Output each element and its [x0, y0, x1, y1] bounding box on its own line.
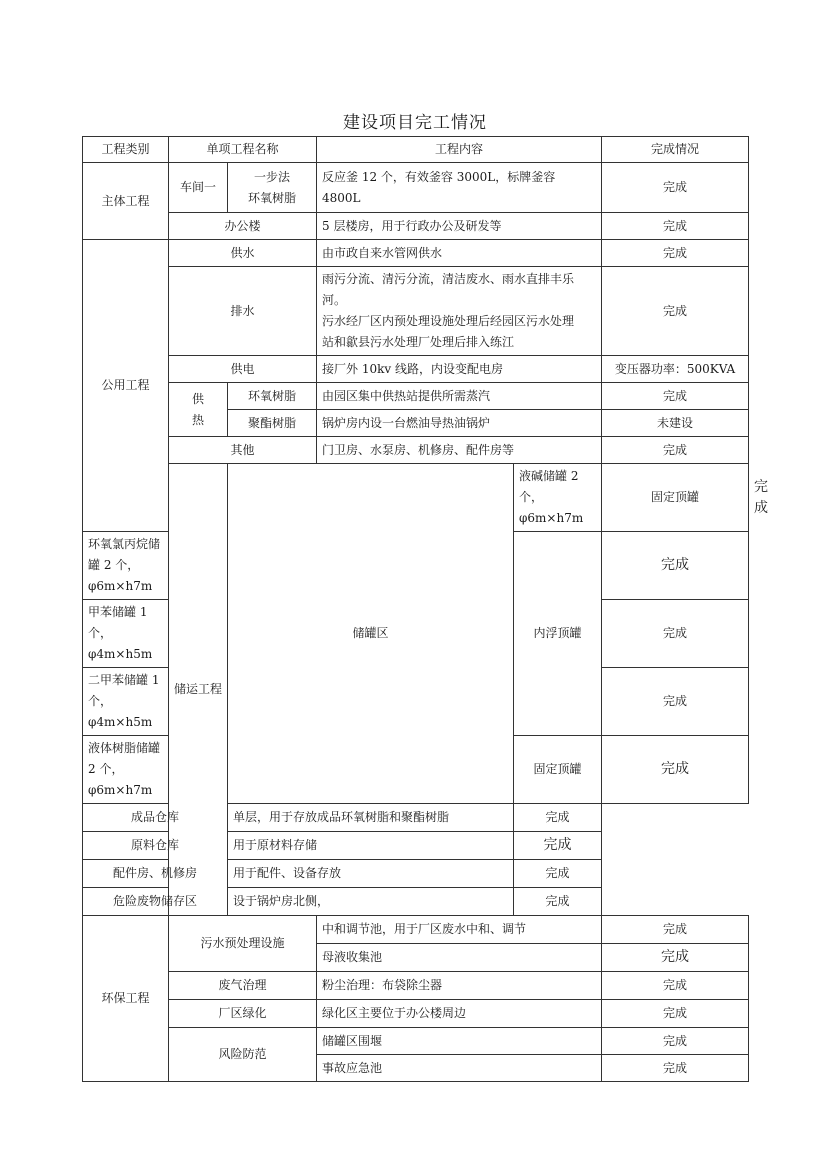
- content-cell: 粉尘治理：布袋除尘器: [317, 972, 602, 1000]
- content-line: 站和歙县污水处理厂处理后排入练江: [322, 335, 515, 349]
- completion-table: [82, 136, 769, 1082]
- content-cell: 单层，用于存放成品环氧树脂和聚酯树脂: [228, 804, 514, 832]
- status-cell: 完成: [514, 888, 602, 916]
- item-line: 一步法: [254, 169, 291, 184]
- content-cell: 中和调节池，用于厂区废水中和、调节: [317, 916, 602, 944]
- item-cell: 原料仓库: [83, 832, 228, 860]
- item-cell: 危险废物储存区: [83, 888, 228, 916]
- item-subcell: 聚酯树脂: [228, 410, 317, 437]
- item-cell: [169, 383, 228, 437]
- content-cell: 锅炉房内设一台燃油导热油锅炉: [317, 410, 602, 437]
- header-item-name: 单项工程名称: [169, 137, 317, 163]
- table-row: [83, 356, 749, 383]
- table-row: [83, 240, 749, 267]
- status-cell: 完成: [602, 163, 749, 213]
- table-row: [83, 383, 749, 410]
- item-cell: 车间一: [169, 163, 228, 213]
- content-cell: 二甲苯储罐 1 个，φ4m×h5m: [83, 668, 169, 736]
- item-line: 环氧树脂: [248, 190, 297, 205]
- content-cell: 由市政自来水管网供水: [317, 240, 602, 267]
- content-cell: [317, 267, 602, 356]
- table-row: [83, 804, 749, 832]
- content-cell: 绿化区主要位于办公楼周边: [317, 1000, 602, 1028]
- status-cell: 完成: [602, 437, 749, 464]
- item-line: 热: [191, 412, 204, 427]
- tank-type-cell: 固定顶罐: [514, 736, 602, 804]
- content-cell: 设于锅炉房北侧，: [228, 888, 514, 916]
- item-cell: 风险防范: [169, 1028, 317, 1082]
- item-cell: 废气治理: [169, 972, 317, 1000]
- content-line: 污水经厂区内预处理设施处理后经园区污水处理: [322, 314, 575, 328]
- status-cell: 完成: [514, 832, 602, 860]
- status-cell: 完成: [602, 383, 749, 410]
- table-row: [83, 832, 749, 860]
- status-cell: 完成: [602, 1000, 749, 1028]
- item-cell: 储罐区: [228, 464, 514, 804]
- item-cell: 其他: [169, 437, 317, 464]
- status-cell: 完成: [602, 1028, 749, 1055]
- header-category: 工程类别: [83, 137, 169, 163]
- table-row: [83, 860, 749, 888]
- content-cell: 5 层楼房，用于行政办公及研发等: [317, 213, 602, 240]
- status-cell: 变压器功率：500KVA: [602, 356, 749, 383]
- header-status: 完成情况: [602, 137, 749, 163]
- content-cell: 事故应急池: [317, 1055, 602, 1082]
- content-cell: 液碱储罐 2 个，φ6m×h7m: [514, 464, 602, 532]
- item-cell: 办公楼: [169, 213, 317, 240]
- table-row: [83, 437, 749, 464]
- item-cell: 供水: [169, 240, 317, 267]
- status-cell: 完成: [602, 916, 749, 944]
- status-cell: 完成: [602, 1055, 749, 1082]
- table-header-row: [83, 137, 749, 163]
- status-cell: 完成: [514, 860, 602, 888]
- content-cell: 母液收集池: [317, 944, 602, 972]
- content-cell: 由园区集中供热站提供所需蒸汽: [317, 383, 602, 410]
- status-cell: 未建设: [602, 410, 749, 437]
- table-row: [83, 1028, 749, 1055]
- status-cell: 完成: [602, 668, 749, 736]
- content-cell: 用于配件、设备存放: [228, 860, 514, 888]
- content-cell: 用于原材料存储: [228, 832, 514, 860]
- content-cell: 甲苯储罐 1 个，φ4m×h5m: [83, 600, 169, 668]
- table-row: [83, 267, 749, 356]
- category-cell: 储运工程: [169, 464, 228, 916]
- status-cell: 完成: [602, 600, 749, 668]
- item-cell: 排水: [169, 267, 317, 356]
- status-cell: 完成: [602, 736, 749, 804]
- category-cell: 公用工程: [83, 240, 169, 532]
- table-row: [83, 163, 749, 213]
- tank-type-cell: 内浮顶罐: [514, 532, 602, 736]
- table-row: [83, 1000, 749, 1028]
- status-cell: 完成: [602, 944, 749, 972]
- table-row: 储运工程 储罐区 液碱储罐 2 个，φ6m×h7m 固定顶罐 完成: [83, 464, 749, 532]
- category-cell: 主体工程: [83, 163, 169, 240]
- table-row: [83, 972, 749, 1000]
- header-content: 工程内容: [317, 137, 602, 163]
- page-title: 建设项目完工情况: [343, 113, 487, 133]
- tank-type-cell: 固定顶罐: [602, 464, 749, 532]
- item-line: 供: [191, 391, 204, 406]
- item-cell: 配件房、机修房: [83, 860, 228, 888]
- status-cell: 完成: [602, 240, 749, 267]
- item-subcell: 环氧树脂: [228, 383, 317, 410]
- content-cell: 接厂外 10kv 线路，内设变配电房: [317, 356, 602, 383]
- status-cell: 完成: [514, 804, 602, 832]
- table-row: [83, 916, 749, 944]
- item-subcell: [228, 163, 317, 213]
- content-cell: 环氧氯丙烷储罐 2 个，φ6m×h7m: [83, 532, 169, 600]
- item-cell: 污水预处理设施: [169, 916, 317, 972]
- item-cell: 厂区绿化: [169, 1000, 317, 1028]
- status-cell: 完成: [602, 213, 749, 240]
- content-cell: 反应釜 12 个，有效釜容 3000L，标牌釜容 4800L: [317, 163, 602, 213]
- content-cell: 储罐区围堰: [317, 1028, 602, 1055]
- item-cell: 成品仓库: [83, 804, 228, 832]
- content-line: 雨污分流、清污分流，清洁废水、雨水直排丰乐河。: [322, 272, 575, 307]
- item-cell: 供电: [169, 356, 317, 383]
- content-cell: 门卫房、水泵房、机修房、配件房等: [317, 437, 602, 464]
- content-cell: 液体树脂储罐 2 个，φ6m×h7m: [83, 736, 169, 804]
- table-row: [83, 213, 749, 240]
- status-cell: 完成: [602, 267, 749, 356]
- status-cell: 完成: [602, 972, 749, 1000]
- status-cell: 完成: [602, 532, 749, 600]
- table-row: [83, 888, 749, 916]
- category-cell: 环保工程: [83, 916, 169, 1082]
